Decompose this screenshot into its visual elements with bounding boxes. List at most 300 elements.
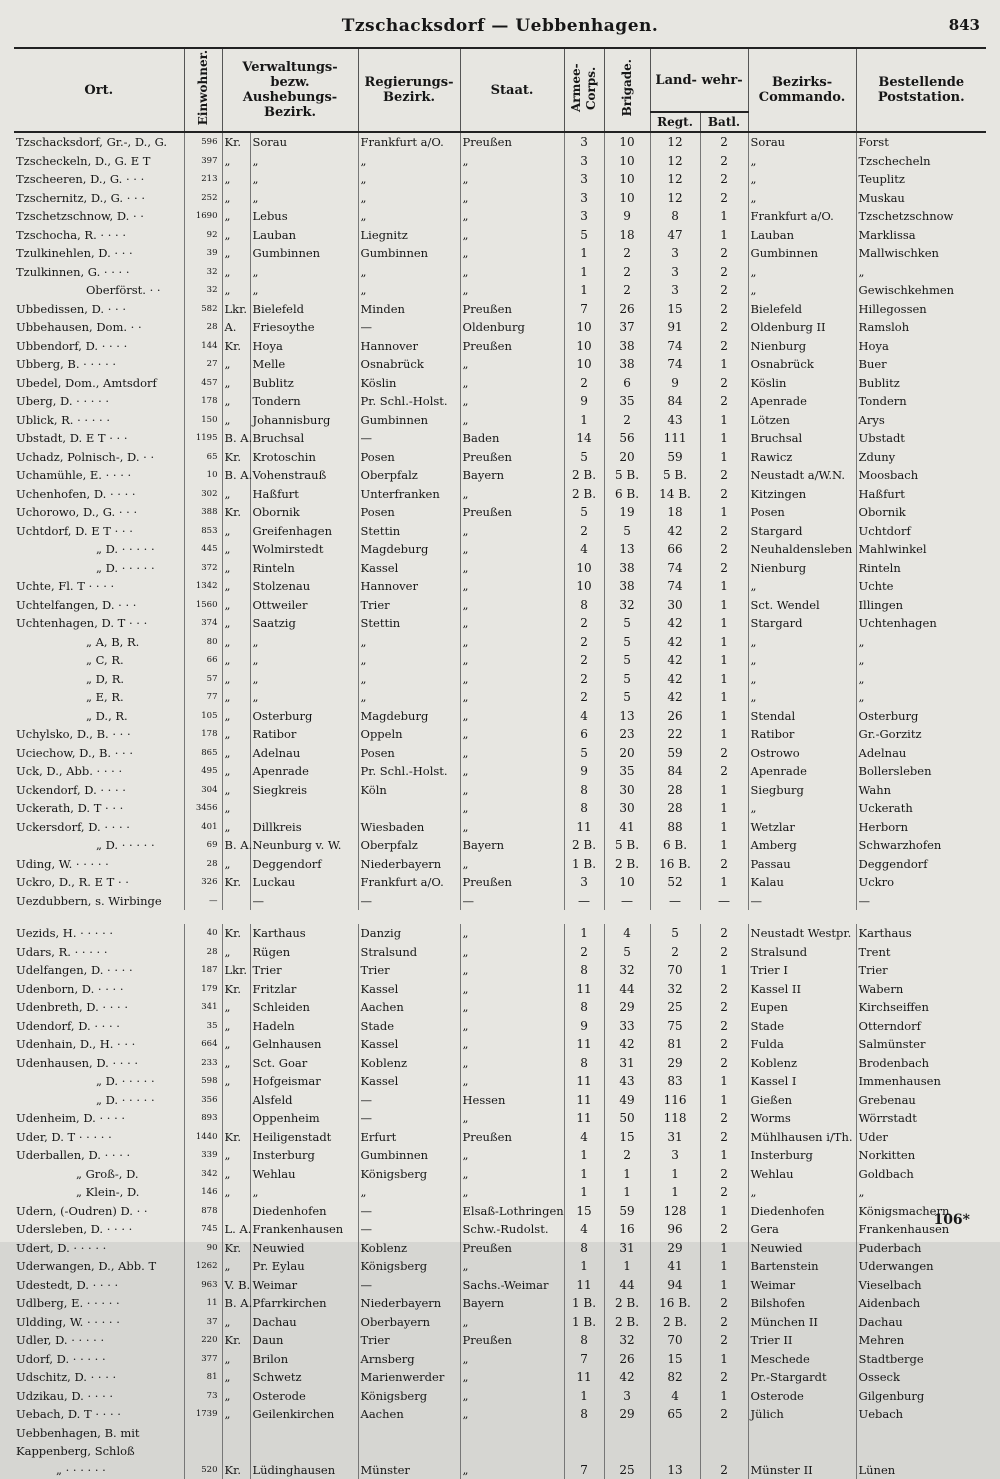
cell-ew: 302 (184, 485, 222, 504)
cell-ew: 1560 (184, 596, 222, 615)
cell-regt: 14 B. (650, 485, 700, 504)
cell-post: Dachau (856, 1313, 986, 1332)
cell-batl: 2 (700, 189, 748, 208)
cell-ort: Udenbreth, D. · · · · (14, 998, 184, 1017)
cell-typ: „ (222, 189, 250, 208)
cell-ort: Uebach, D. T · · · · (14, 1405, 184, 1424)
cell-brig: 9 (604, 207, 650, 226)
cell-reg (358, 799, 460, 818)
cell-reg: „ (358, 152, 460, 171)
cell-post: Zduny (856, 448, 986, 467)
cell-batl: 2 (700, 744, 748, 763)
cell-regt: 116 (650, 1091, 700, 1110)
table-row (14, 132, 986, 152)
cell-ac: 3 (564, 873, 604, 892)
cell-typ: „ (222, 596, 250, 615)
cell-staat: Preußen (460, 300, 564, 319)
cell-brig (604, 1442, 650, 1461)
cell-post: — (856, 892, 986, 911)
cell-ort (14, 633, 184, 652)
cell-ac: 2 (564, 633, 604, 652)
cell-ac: 3 (564, 132, 604, 152)
cell-post: Immenhausen (856, 1072, 986, 1091)
cell-kdo: Koblenz (748, 1054, 856, 1073)
cell-reg: Marienwerder (358, 1368, 460, 1387)
cell-brig: 56 (604, 429, 650, 448)
cell-verw: Bruchsal (250, 429, 358, 448)
cell-staat: „ (460, 1350, 564, 1369)
cell-verw: Rügen (250, 943, 358, 962)
cell-staat: Elsaß-Lothringen (460, 1202, 564, 1221)
cell-regt: 70 (650, 1331, 700, 1350)
cell-typ: Kr. (222, 980, 250, 999)
cell-reg: Trier (358, 1331, 460, 1350)
table-row (14, 355, 986, 374)
table-row (14, 1165, 986, 1184)
cell-verw: Heiligenstadt (250, 1128, 358, 1147)
cell-typ: „ (222, 170, 250, 189)
cell-ort: Uchtenhagen, D. T · · · (14, 614, 184, 633)
cell-ort (14, 688, 184, 707)
cell-regt: 29 (650, 1054, 700, 1073)
cell-ort-indented-text: „ D. · · · · · (16, 561, 155, 575)
cell-batl: 2 (700, 980, 748, 999)
cell-reg: Posen (358, 503, 460, 522)
cell-ac: 5 (564, 503, 604, 522)
cell-reg: „ (358, 651, 460, 670)
cell-typ (222, 1091, 250, 1110)
cell-kdo: Weimar (748, 1276, 856, 1295)
cell-ac: 1 (564, 411, 604, 430)
cell-verw (250, 799, 358, 818)
table-body (14, 132, 986, 1479)
cell-reg: Trier (358, 596, 460, 615)
cell-ort: Uchorowo, D., G. · · · (14, 503, 184, 522)
cell-reg: Hannover (358, 577, 460, 596)
cell-regt: 6 B. (650, 836, 700, 855)
cell-staat: „ (460, 1165, 564, 1184)
cell-brig: 5 (604, 614, 650, 633)
cell-brig: 10 (604, 132, 650, 152)
cell-reg: Magdeburg (358, 540, 460, 559)
cell-post: Forst (856, 132, 986, 152)
cell-post: Uchtenhagen (856, 614, 986, 633)
cell-ew: 339 (184, 1146, 222, 1165)
cell-ew: 520 (184, 1461, 222, 1479)
table-spacer-row (14, 910, 986, 924)
cell-typ: „ (222, 762, 250, 781)
cell-brig: 38 (604, 337, 650, 356)
cell-ew: 150 (184, 411, 222, 430)
table-row (14, 392, 986, 411)
cell-post: Kirchseiffen (856, 998, 986, 1017)
cell-ac: 10 (564, 337, 604, 356)
cell-kdo: Lauban (748, 226, 856, 245)
cell-ew: 37 (184, 1313, 222, 1332)
cell-ort: Uchenhofen, D. · · · · (14, 485, 184, 504)
cell-regt: 15 (650, 300, 700, 319)
cell-typ: Kr. (222, 924, 250, 943)
cell-ort (14, 281, 184, 300)
cell-post: Hillegossen (856, 300, 986, 319)
table-row (14, 799, 986, 818)
cell-verw: — (250, 892, 358, 911)
cell-ort: Udzikau, D. · · · · (14, 1387, 184, 1406)
table-row (14, 226, 986, 245)
col-header-ort: Ort. (14, 48, 184, 132)
cell-staat: Baden (460, 429, 564, 448)
cell-post: Bollersleben (856, 762, 986, 781)
cell-batl: 2 (700, 1405, 748, 1424)
cell-reg: Kassel (358, 1035, 460, 1054)
cell-ac: 3 (564, 152, 604, 171)
cell-staat: Preußen (460, 132, 564, 152)
table-row (14, 725, 986, 744)
cell-post: Trier (856, 961, 986, 980)
cell-kdo: Münster II (748, 1461, 856, 1479)
cell-typ: „ (222, 1350, 250, 1369)
cell-ac: 1 (564, 924, 604, 943)
cell-typ: „ (222, 1183, 250, 1202)
cell-kdo: Fulda (748, 1035, 856, 1054)
cell-kdo: Neustadt a/W.N. (748, 466, 856, 485)
cell-ac: 4 (564, 1220, 604, 1239)
cell-batl: 1 (700, 1276, 748, 1295)
cell-reg: Kassel (358, 559, 460, 578)
cell-typ: „ (222, 1146, 250, 1165)
table-row (14, 374, 986, 393)
cell-typ: Kr. (222, 873, 250, 892)
cell-typ: B. A. (222, 836, 250, 855)
table-row (14, 633, 986, 652)
cell-brig: 5 (604, 522, 650, 541)
cell-regt: 31 (650, 1128, 700, 1147)
cell-verw: Krotoschin (250, 448, 358, 467)
cell-kdo: Bilshofen (748, 1294, 856, 1313)
cell-post: Otterndorf (856, 1017, 986, 1036)
cell-verw: Pr. Eylau (250, 1257, 358, 1276)
col-header-regierung: Regierungs- Bezirk. (358, 48, 460, 132)
cell-brig: 38 (604, 577, 650, 596)
cell-verw: Hofgeismar (250, 1072, 358, 1091)
cell-batl (700, 1442, 748, 1461)
cell-ort: Uchtelfangen, D. · · · (14, 596, 184, 615)
cell-staat: „ (460, 1072, 564, 1091)
cell-ew: 10 (184, 466, 222, 485)
cell-post: Königsmachern (856, 1202, 986, 1221)
cell-post: Norkitten (856, 1146, 986, 1165)
table-row (14, 522, 986, 541)
cell-reg: Niederbayern (358, 1294, 460, 1313)
cell-kdo: „ (748, 152, 856, 171)
cell-post: Uebach (856, 1405, 986, 1424)
cell-post: Grebenau (856, 1091, 986, 1110)
cell-ac: 6 (564, 725, 604, 744)
cell-reg (358, 1424, 460, 1443)
cell-ac: — (564, 892, 604, 911)
cell-ort: Uciechow, D., B. · · · (14, 744, 184, 763)
cell-brig: 25 (604, 1461, 650, 1479)
cell-brig: 2 (604, 263, 650, 282)
cell-staat: „ (460, 943, 564, 962)
cell-brig: 6 (604, 374, 650, 393)
cell-batl: 1 (700, 1350, 748, 1369)
cell-staat: Schw.-Rudolst. (460, 1220, 564, 1239)
cell-verw: Friesoythe (250, 318, 358, 337)
cell-staat: „ (460, 1035, 564, 1054)
table-row (14, 1387, 986, 1406)
cell-regt: 41 (650, 1257, 700, 1276)
cell-brig: 35 (604, 762, 650, 781)
table-row (14, 1313, 986, 1332)
cell-verw: Haßfurt (250, 485, 358, 504)
cell-brig: 1 (604, 1257, 650, 1276)
cell-batl: 1 (700, 781, 748, 800)
cell-batl: 2 (700, 1368, 748, 1387)
cell-ew: 878 (184, 1202, 222, 1221)
cell-ort-indented-text: „ · · · · · · (16, 1463, 106, 1477)
cell-ac: 1 (564, 1146, 604, 1165)
cell-batl: 1 (700, 1202, 748, 1221)
cell-post: Karthaus (856, 924, 986, 943)
cell-kdo: Frankfurt a/O. (748, 207, 856, 226)
cell-reg: „ (358, 688, 460, 707)
cell-regt: 30 (650, 596, 700, 615)
cell-typ: „ (222, 411, 250, 430)
cell-brig: 44 (604, 1276, 650, 1295)
cell-ort: Udler, D. · · · · · (14, 1331, 184, 1350)
cell-verw: Daun (250, 1331, 358, 1350)
cell-reg: — (358, 1276, 460, 1295)
cell-reg: Pr. Schl.-Holst. (358, 762, 460, 781)
cell-batl: 2 (700, 152, 748, 171)
cell-post: Illingen (856, 596, 986, 615)
cell-reg: Oberbayern (358, 1313, 460, 1332)
cell-regt: 42 (650, 688, 700, 707)
table-row (14, 207, 986, 226)
cell-post: Teuplitz (856, 170, 986, 189)
cell-verw: Greifenhagen (250, 522, 358, 541)
table-row (14, 873, 986, 892)
cell-ort (14, 1461, 184, 1479)
cell-brig: 30 (604, 799, 650, 818)
cell-ort: Ubstadt, D. E T · · · (14, 429, 184, 448)
cell-post: Brodenbach (856, 1054, 986, 1073)
cell-kdo: Insterburg (748, 1146, 856, 1165)
cell-ew: 1739 (184, 1405, 222, 1424)
table-row (14, 1202, 986, 1221)
cell-post: Haßfurt (856, 485, 986, 504)
cell-regt: 118 (650, 1109, 700, 1128)
cell-ort: Tzscheckeln, D., G. E T (14, 152, 184, 171)
cell-batl: 1 (700, 1146, 748, 1165)
cell-typ: „ (222, 614, 250, 633)
cell-typ: „ (222, 559, 250, 578)
cell-kdo: Bielefeld (748, 300, 856, 319)
cell-reg: Aachen (358, 998, 460, 1017)
table-row (14, 1461, 986, 1479)
col-header-poststation: Bestellende Poststation. (856, 48, 986, 132)
table-row (14, 448, 986, 467)
cell-kdo: Siegburg (748, 781, 856, 800)
cell-regt (650, 1442, 700, 1461)
cell-brig: 29 (604, 1405, 650, 1424)
cell-ac: 11 (564, 1035, 604, 1054)
cell-post: Gr.-Gorzitz (856, 725, 986, 744)
cell-ac: 11 (564, 1072, 604, 1091)
cell-post: Moosbach (856, 466, 986, 485)
cell-typ: „ (222, 1405, 250, 1424)
cell-kdo: Kitzingen (748, 485, 856, 504)
cell-batl: 2 (700, 1331, 748, 1350)
cell-post: Deggendorf (856, 855, 986, 874)
cell-kdo: Pr.-Stargardt (748, 1368, 856, 1387)
cell-brig: 5 (604, 633, 650, 652)
cell-staat: „ (460, 855, 564, 874)
cell-verw: Ratibor (250, 725, 358, 744)
cell-ew: 582 (184, 300, 222, 319)
cell-verw: Dachau (250, 1313, 358, 1332)
cell-ort: Uberg, D. · · · · · (14, 392, 184, 411)
cell-ort (14, 836, 184, 855)
cell-kdo: „ (748, 688, 856, 707)
cell-ew: 1440 (184, 1128, 222, 1147)
cell-ort-indented-text: „ D. · · · · · (16, 838, 155, 852)
cell-ort: Udschitz, D. · · · · (14, 1368, 184, 1387)
cell-ort-indented-text: „ D, R. (16, 672, 124, 686)
cell-ew: 77 (184, 688, 222, 707)
col-header-landwehr: Land- wehr- (650, 48, 748, 112)
cell-regt: 96 (650, 1220, 700, 1239)
cell-typ: „ (222, 707, 250, 726)
cell-regt: 28 (650, 781, 700, 800)
cell-ew: 28 (184, 855, 222, 874)
table-row (14, 614, 986, 633)
cell-ac (564, 1442, 604, 1461)
cell-reg: „ (358, 189, 460, 208)
cell-ort-indented-text: „ D. · · · · · (16, 1093, 155, 1107)
cell-ort: Udert, D. · · · · · (14, 1239, 184, 1258)
cell-brig: 2 (604, 281, 650, 300)
page-number: 843 (949, 16, 980, 34)
cell-ort-indented-text: „ A, B, R. (16, 635, 139, 649)
table-row (14, 300, 986, 319)
cell-ort: Udenheim, D. · · · · (14, 1109, 184, 1128)
cell-verw: „ (250, 670, 358, 689)
cell-regt: 59 (650, 744, 700, 763)
cell-regt: 15 (650, 1350, 700, 1369)
cell-batl: 2 (700, 1183, 748, 1202)
cell-brig: 20 (604, 448, 650, 467)
cell-post: Adelnau (856, 744, 986, 763)
cell-ort: Uldding, W. · · · · · (14, 1313, 184, 1332)
cell-typ: „ (222, 633, 250, 652)
cell-kdo: „ (748, 633, 856, 652)
table-row (14, 1239, 986, 1258)
table-row (14, 170, 986, 189)
cell-batl: 2 (700, 1035, 748, 1054)
cell-kdo: Wehlau (748, 1165, 856, 1184)
cell-ac: 2 (564, 614, 604, 633)
cell-ac: 10 (564, 577, 604, 596)
cell-reg: Frankfurt a/O. (358, 873, 460, 892)
table-row (14, 1146, 986, 1165)
cell-staat: „ (460, 725, 564, 744)
cell-reg: Aachen (358, 1405, 460, 1424)
cell-verw: Rinteln (250, 559, 358, 578)
cell-batl: 2 (700, 924, 748, 943)
cell-batl: 2 (700, 1220, 748, 1239)
cell-brig: 37 (604, 318, 650, 337)
cell-kdo: Neustadt Westpr. (748, 924, 856, 943)
cell-ort-indented-text: „ D. · · · · · (16, 542, 155, 556)
cell-ew: 598 (184, 1072, 222, 1091)
cell-ew: 341 (184, 998, 222, 1017)
cell-verw: Pfarrkirchen (250, 1294, 358, 1313)
cell-ac: 1 B. (564, 855, 604, 874)
cell-ort: Uezdubbern, s. Wirbinge (14, 892, 184, 911)
cell-staat: Preußen (460, 1239, 564, 1258)
cell-reg: Osnabrück (358, 355, 460, 374)
cell-typ: „ (222, 725, 250, 744)
cell-post (856, 1442, 986, 1461)
cell-typ: „ (222, 207, 250, 226)
cell-batl: 2 (700, 485, 748, 504)
cell-reg: Wiesbaden (358, 818, 460, 837)
cell-staat: „ (460, 614, 564, 633)
cell-regt: 65 (650, 1405, 700, 1424)
cell-staat: „ (460, 226, 564, 245)
cell-regt: 2 (650, 943, 700, 962)
cell-post: Buer (856, 355, 986, 374)
cell-ac: 1 (564, 1257, 604, 1276)
cell-staat: „ (460, 980, 564, 999)
cell-kdo: Kassel I (748, 1072, 856, 1091)
cell-post: Lünen (856, 1461, 986, 1479)
cell-post: „ (856, 633, 986, 652)
cell-post: Osseck (856, 1368, 986, 1387)
cell-kdo: Bruchsal (748, 429, 856, 448)
table-row (14, 485, 986, 504)
table-row (14, 980, 986, 999)
cell-ac: 2 B. (564, 836, 604, 855)
cell-reg: Gumbinnen (358, 411, 460, 430)
cell-staat: „ (460, 961, 564, 980)
col-header-staat: Staat. (460, 48, 564, 132)
cell-kdo: „ (748, 670, 856, 689)
cell-ort: Uck, D., Abb. · · · · (14, 762, 184, 781)
cell-batl: 2 (700, 281, 748, 300)
cell-brig: 20 (604, 744, 650, 763)
cell-batl: 1 (700, 799, 748, 818)
cell-ac: 11 (564, 818, 604, 837)
cell-reg: Arnsberg (358, 1350, 460, 1369)
cell-staat: Oldenburg (460, 318, 564, 337)
cell-regt: 3 (650, 281, 700, 300)
cell-staat: „ (460, 263, 564, 282)
cell-regt: 42 (650, 614, 700, 633)
cell-ew: 388 (184, 503, 222, 522)
cell-batl: 1 (700, 596, 748, 615)
cell-ew: 457 (184, 374, 222, 393)
cell-verw: Schwetz (250, 1368, 358, 1387)
cell-post: Arys (856, 411, 986, 430)
cell-ort: Udestedt, D. · · · · (14, 1276, 184, 1295)
cell-batl: 1 (700, 961, 748, 980)
col-header-armee-corps (564, 48, 604, 132)
cell-regt: 94 (650, 1276, 700, 1295)
cell-brig: 2 (604, 411, 650, 430)
